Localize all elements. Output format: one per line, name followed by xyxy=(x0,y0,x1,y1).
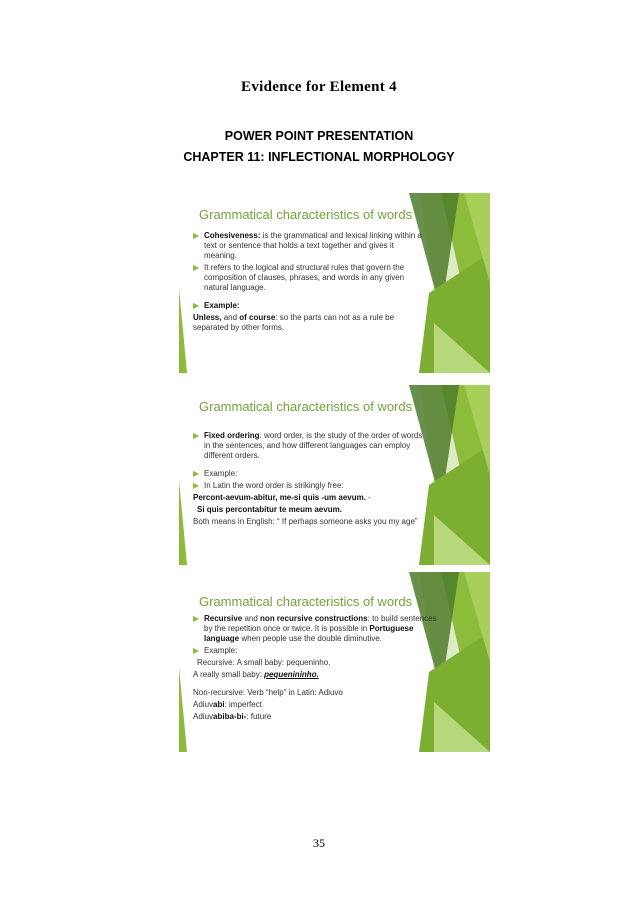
bullet: ▶ Recursive and non recursive constructions: to build sentences by the repetition once or twice. It is possible in Portuguese language when people use the double diminutive. xyxy=(193,614,437,643)
bullet: ▶ Example: xyxy=(193,469,238,478)
slide-3 xyxy=(179,572,490,752)
chapter-subtitle: CHAPTER 11: INFLECTIONAL MORPHOLOGY xyxy=(183,150,455,164)
english-translation: Both means in English: “ If perhaps someone asks you my age” xyxy=(193,517,418,526)
bullet: ▶ Fixed ordering: word order, is the study of the order of words in the sentences, and how different languages can employ different orders. xyxy=(193,431,423,460)
bullet-arrow-icon: ▶ xyxy=(193,469,200,478)
bullet-arrow-icon: ▶ xyxy=(193,431,200,440)
slide-body xyxy=(193,231,423,335)
slide-title: Grammatical characteristics of words xyxy=(199,207,413,222)
slide-body xyxy=(193,614,438,724)
latin-sentence: Si quis percontabitur te meum aevum. xyxy=(197,505,342,514)
page-number: 35 xyxy=(313,836,325,850)
document-title: Evidence for Element 4 xyxy=(241,79,397,95)
recursive-example: Recursive: A small baby: pequeninho. xyxy=(197,658,331,667)
slide-2 xyxy=(179,385,490,565)
non-recursive-example: Non-recursive: Verb “help” in Latin: Adiuvo xyxy=(193,688,343,697)
slide-1 xyxy=(179,193,490,373)
example-text: Unless, and of course: so the parts can not as a rule be separated by other forms. xyxy=(193,313,395,332)
bullet: ▶ In Latin the word order is strikingly free: xyxy=(193,481,344,490)
presentation-subtitle: POWER POINT PRESENTATION xyxy=(224,129,414,143)
bullet: ▶ It refers to the logical and structural rules that govern the composition of clauses, phrases, and words in any given natural language. xyxy=(193,263,405,292)
bullet: ▶ Example: xyxy=(193,301,240,310)
bullet-arrow-icon: ▶ xyxy=(193,481,200,490)
bullet-arrow-icon: ▶ xyxy=(193,614,200,623)
slide-title: Grammatical characteristics of words xyxy=(199,594,413,609)
bullet-arrow-icon: ▶ xyxy=(193,301,200,310)
latin-sentence: Percont-aevum-abitur, me-si quis -um aevum. - xyxy=(193,493,371,502)
recursive-example: A really small baby: pequenininho. xyxy=(193,670,319,679)
bullet-arrow-icon: ▶ xyxy=(193,263,200,272)
bullet: ▶ Example: xyxy=(193,646,238,655)
bullet-arrow-icon: ▶ xyxy=(193,231,200,240)
slide-title: Grammatical characteristics of words xyxy=(199,399,413,414)
latin-form: Adiuvabi: imperfect xyxy=(193,700,262,709)
bullet: ▶ Cohesiveness: is the grammatical and lexical linking within a text or sentence that holds a text together and gives it meaning. xyxy=(193,231,422,260)
latin-form: Adiuvabiba-bi-: future xyxy=(193,712,272,721)
slide-body xyxy=(193,431,423,529)
bullet-arrow-icon: ▶ xyxy=(193,646,200,655)
